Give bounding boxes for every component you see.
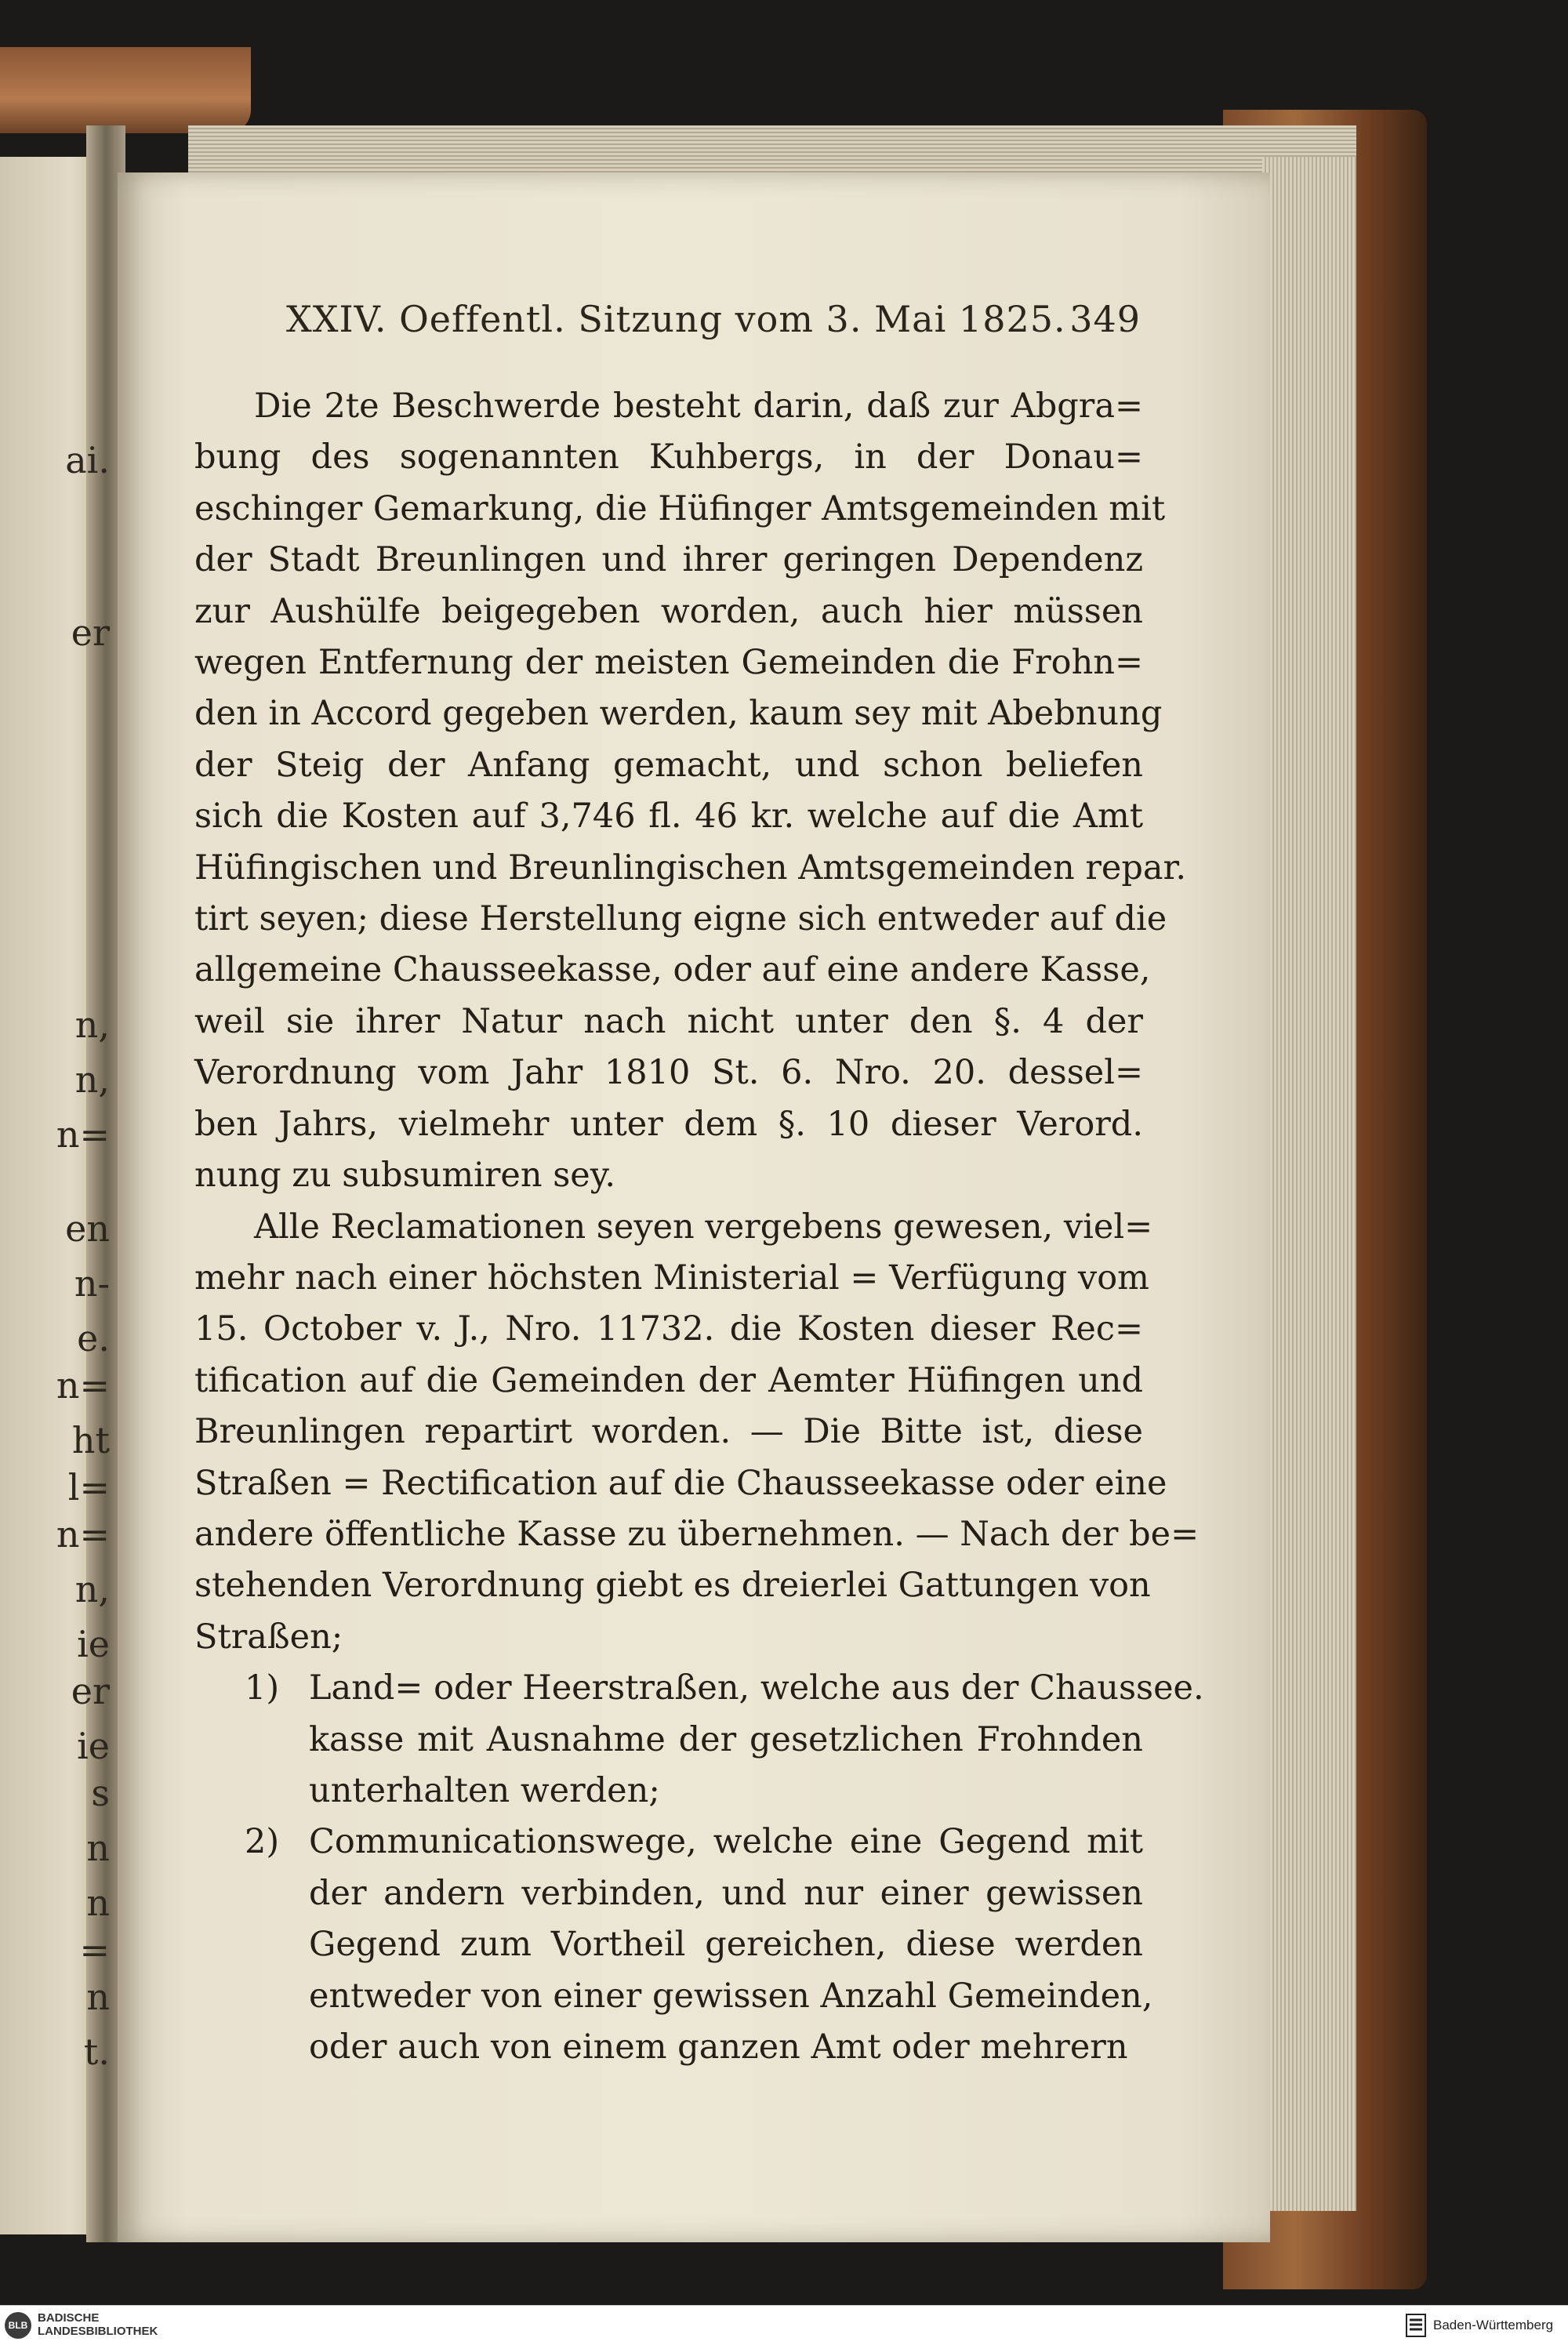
running-head-title: XXIV. Oeffentl. Sitzung vom 3. Mai 1825. bbox=[286, 298, 1066, 340]
left-page-fragment-text: n bbox=[86, 1827, 110, 1869]
left-page-fragment-text: n, bbox=[74, 1058, 110, 1101]
left-page-fragment-text: n bbox=[86, 1976, 110, 2018]
library-name-line-2: LANDESBIBLIOTHEK bbox=[38, 2325, 158, 2338]
left-page-fragment-text: ht bbox=[71, 1419, 110, 1461]
left-page-fragment-text: n= bbox=[56, 1364, 110, 1407]
left-page-fragment-text: ie bbox=[77, 1725, 110, 1767]
text-line: oder auch von einem ganzen Amt oder mehrern bbox=[309, 2027, 1128, 2067]
list-item-2 bbox=[194, 1817, 1153, 2073]
text-line: ben Jahrs, vielmehr unter dem §. 10 dieser Verord. bbox=[194, 1104, 1143, 1144]
text-line: mehr nach einer höchsten Ministerial = Verfügung vom bbox=[194, 1258, 1149, 1298]
text-line: wegen Entfernung der meisten Gemeinden die Frohn= bbox=[194, 643, 1143, 683]
left-page-fragment-text: t. bbox=[83, 2031, 110, 2073]
left-page-fragment-text: n- bbox=[74, 1262, 110, 1305]
page-stack-edge bbox=[1262, 157, 1356, 2211]
text-line: unterhalten werden; bbox=[309, 1770, 660, 1810]
text-line: Straßen; bbox=[194, 1617, 343, 1657]
text-line: tification auf die Gemeinden der Aemter Hüfingen und bbox=[194, 1360, 1143, 1400]
text-line: weil sie ihrer Natur nach nicht unter den §. 4 der bbox=[194, 1001, 1143, 1041]
left-page-fragment-text: n, bbox=[74, 1004, 110, 1046]
text-line: Straßen = Rectification auf die Chausseekasse oder eine bbox=[194, 1463, 1167, 1503]
paragraph-2 bbox=[194, 1202, 1200, 1664]
text-line: nung zu subsumiren sey. bbox=[194, 1156, 615, 1196]
page-stack-top bbox=[188, 125, 1356, 172]
left-page-fragment-text: l= bbox=[67, 1466, 110, 1508]
text-line: der andern verbinden, und nur einer gewissen bbox=[309, 1873, 1143, 1913]
text-line: sich die Kosten auf 3,746 fl. 46 kr. welche auf die Amt bbox=[194, 797, 1143, 837]
left-page-fragment-text: n, bbox=[74, 1568, 110, 1610]
state-label: Baden-Württemberg bbox=[1433, 2318, 1554, 2332]
left-page-fragment-text: n= bbox=[56, 1113, 110, 1156]
library-name-line-1: BADISCHE bbox=[38, 2311, 100, 2325]
text-line: Communicationswege, welche eine Gegend mit bbox=[309, 1822, 1143, 1862]
left-page-fragment-text: er bbox=[71, 1670, 110, 1712]
text-line: Die 2te Beschwerde besteht darin, daß zur Abgra= bbox=[254, 387, 1143, 426]
text-line: der Steig der Anfang gemacht, und schon beliefen bbox=[194, 745, 1143, 785]
text-line: stehenden Verordnung giebt es dreierlei Gattungen von bbox=[194, 1566, 1151, 1606]
book-spine-top bbox=[0, 47, 251, 133]
baden-wuerttemberg-crest-icon bbox=[1405, 2313, 1427, 2338]
text-line: kasse mit Ausnahme der gesetzlichen Frohnden bbox=[309, 1719, 1143, 1759]
running-head bbox=[286, 298, 1141, 353]
text-line: bung des sogenannten Kuhbergs, in der Donau= bbox=[194, 437, 1143, 477]
left-page-fragment-text: en bbox=[65, 1207, 110, 1250]
text-line: Land= oder Heerstraßen, welche aus der Chaussee. bbox=[309, 1668, 1204, 1708]
footer-bar bbox=[0, 2305, 1568, 2345]
left-page-fragment-text: ie bbox=[77, 1623, 110, 1665]
left-page-fragment-text: ai. bbox=[65, 439, 110, 481]
page-number: 349 bbox=[1069, 298, 1141, 340]
text-line: Hüfingischen und Breunlingischen Amtsgemeinden repar. bbox=[194, 848, 1187, 888]
text-line: eschinger Gemarkung, die Hüfinger Amtsgemeinden mit bbox=[194, 488, 1166, 528]
text-line: tirt seyen; diese Herstellung eigne sich entweder auf die bbox=[194, 899, 1167, 939]
left-page-fragment-text: e. bbox=[77, 1317, 110, 1359]
text-line: andere öffentliche Kasse zu übernehmen. — Nach der be= bbox=[194, 1514, 1200, 1554]
library-name bbox=[38, 2311, 158, 2338]
left-page-fragment-text: er bbox=[71, 612, 110, 654]
text-line: den in Accord gegeben werden, kaum sey mit Abebnung bbox=[194, 694, 1163, 734]
text-line: der Stadt Breunlingen und ihrer geringen Dependenz bbox=[194, 540, 1143, 580]
text-line: allgemeine Chausseekasse, oder auf eine andere Kasse, bbox=[194, 950, 1151, 990]
text-line: Breunlingen repartirt worden. — Die Bitte ist, diese bbox=[194, 1412, 1143, 1452]
text-line: Alle Reclamationen seyen vergebens gewesen, viel= bbox=[254, 1207, 1153, 1247]
text-line: 15. October v. J., Nro. 11732. die Kosten dieser Rec= bbox=[194, 1309, 1143, 1349]
text-line: entweder von einer gewissen Anzahl Gemeinden, bbox=[309, 1976, 1153, 2016]
list-item-number: 1) bbox=[245, 1668, 280, 1708]
paragraph-1 bbox=[194, 381, 1187, 1202]
list-item-number: 2) bbox=[245, 1822, 280, 1862]
left-page-fragment-text: s bbox=[91, 1772, 110, 1814]
text-line: Gegend zum Vortheil gereichen, diese werden bbox=[309, 1925, 1143, 1965]
blb-logo-icon: BLB bbox=[5, 2312, 31, 2339]
body-text bbox=[194, 381, 1204, 2073]
left-page-fragment-text: n= bbox=[56, 1513, 110, 1555]
text-line: Verordnung vom Jahr 1810 St. 6. Nro. 20. dessel= bbox=[194, 1053, 1143, 1093]
list-item-1 bbox=[194, 1663, 1204, 1817]
left-page-fragment-text: n bbox=[86, 1882, 110, 1924]
left-page-fragment-text: = bbox=[79, 1929, 110, 1971]
text-line: zur Aushülfe beigegeben worden, auch hier müssen bbox=[194, 591, 1143, 631]
